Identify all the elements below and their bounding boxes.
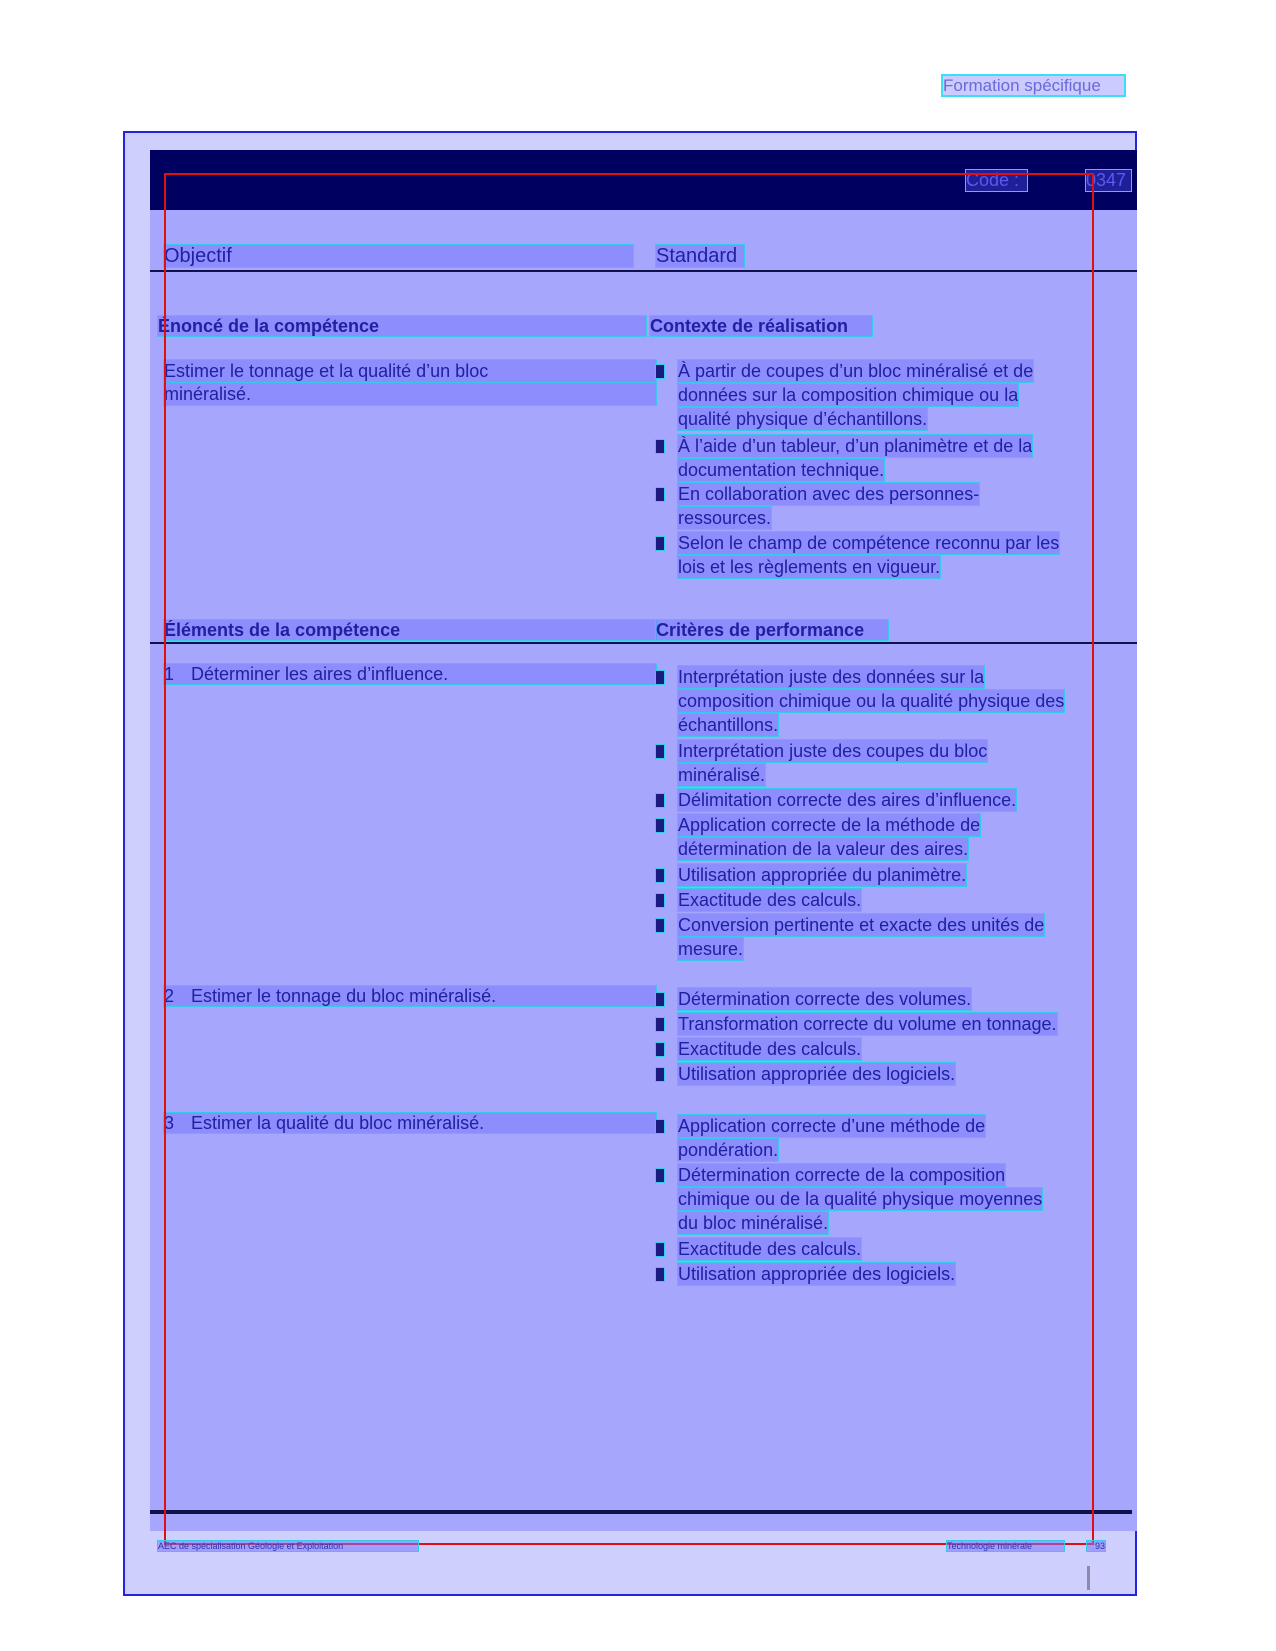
- bullet-icon: [656, 1243, 664, 1256]
- bullet-icon: [656, 894, 664, 907]
- performance-criterion: [656, 988, 1126, 1012]
- standard-heading: Standard: [656, 245, 744, 267]
- performance-criterion-line: Interprétation juste des données sur la: [678, 667, 985, 687]
- performance-criterion-line: minéralisé.: [678, 765, 766, 785]
- context-item: [656, 435, 1126, 483]
- context-label: Contexte de réalisation: [650, 316, 872, 336]
- bullet-icon: [656, 745, 664, 758]
- performance-criterion-line: Utilisation appropriée des logiciels.: [678, 1264, 956, 1284]
- footer-page-number: 93: [1087, 1541, 1105, 1551]
- performance-criterion: [656, 740, 1126, 788]
- bullet-icon: [656, 1068, 664, 1081]
- competence-element: [164, 664, 656, 684]
- performance-criterion: [656, 1238, 1126, 1262]
- performance-criterion: [656, 914, 1126, 962]
- competence-element: [164, 1113, 656, 1133]
- performance-criterion: [656, 814, 1126, 862]
- performance-criterion: [656, 1063, 1126, 1087]
- performance-criterion: [656, 1038, 1126, 1062]
- bullet-icon: [656, 1169, 664, 1182]
- performance-criterion-line: Exactitude des calculs.: [678, 1039, 862, 1059]
- performance-criterion-line: échantillons.: [678, 715, 779, 735]
- performance-criterion: [656, 1115, 1126, 1163]
- performance-criterion: [656, 864, 1126, 888]
- performance-criterion-line: chimique ou de la qualité physique moyennes: [678, 1189, 1043, 1209]
- performance-criterion-line: Utilisation appropriée des logiciels.: [678, 1064, 956, 1084]
- performance-criterion-line: Conversion pertinente et exacte des unités de: [678, 915, 1045, 935]
- performance-criterion-line: Détermination correcte de la composition: [678, 1165, 1006, 1185]
- objectif-heading: Objectif: [164, 245, 633, 267]
- code-label: Code :: [966, 170, 1027, 191]
- context-item: [656, 360, 1126, 432]
- performance-criterion: [656, 1263, 1126, 1287]
- bullet-icon: [656, 1043, 664, 1056]
- bullet-icon: [656, 1268, 664, 1281]
- performance-criterion-line: détermination de la valeur des aires.: [678, 839, 969, 859]
- context-item-line: Selon le champ de compétence reconnu par les: [678, 533, 1060, 553]
- element-number: 2: [164, 986, 175, 1006]
- context-item: [656, 532, 1126, 580]
- performance-criterion-line: Exactitude des calculs.: [678, 890, 862, 910]
- performance-criterion: [656, 1164, 1126, 1236]
- bullet-icon: [656, 1120, 664, 1133]
- context-item-line: En collaboration avec des personnes-: [678, 484, 980, 504]
- element-number: 3: [164, 1113, 175, 1133]
- competence-line-1: Estimer le tonnage et la qualité d’un bloc: [164, 360, 656, 382]
- bullet-icon: [656, 819, 664, 832]
- elements-rule: [150, 642, 1137, 644]
- performance-criterion: [656, 789, 1126, 813]
- bullet-icon: [656, 440, 664, 453]
- context-item-line: lois et les règlements en vigueur.: [678, 557, 941, 577]
- formation-label: Formation spécifique: [943, 76, 1124, 95]
- context-item-line: ressources.: [678, 508, 772, 528]
- context-item-line: À l’aide d’un tableur, d’un planimètre et de la: [678, 436, 1033, 456]
- bullet-icon: [656, 488, 664, 501]
- footer-mark: [1087, 1566, 1090, 1590]
- competence-line-2: minéralisé.: [164, 383, 656, 405]
- criteria-label: Critères de performance: [656, 620, 888, 640]
- bullet-icon: [656, 537, 664, 550]
- footer-left: AEC de spécialisation Géologie et Exploitation: [158, 1541, 418, 1551]
- competence-element: [164, 986, 656, 1006]
- bullet-icon: [656, 1018, 664, 1031]
- bullet-icon: [656, 794, 664, 807]
- context-item: [656, 483, 1126, 531]
- elements-label: Éléments de la compétence: [164, 620, 656, 640]
- performance-criterion-line: Exactitude des calculs.: [678, 1239, 862, 1259]
- performance-criterion-line: Utilisation appropriée du planimètre.: [678, 865, 967, 885]
- context-item-line: À partir de coupes d’un bloc minéralisé et de: [678, 361, 1034, 381]
- element-text: Estimer la qualité du bloc minéralisé.: [191, 1113, 485, 1133]
- performance-criterion: [656, 1013, 1126, 1037]
- performance-criterion: [656, 666, 1126, 738]
- performance-criterion-line: Transformation correcte du volume en tonnage.: [678, 1014, 1057, 1034]
- code-value: 0347: [1086, 170, 1131, 191]
- bullet-icon: [656, 365, 664, 378]
- heading-rule: [150, 270, 1137, 272]
- context-item-line: qualité physique d’échantillons.: [678, 409, 928, 429]
- element-text: Estimer le tonnage du bloc minéralisé.: [191, 986, 497, 1006]
- footer-rule: [150, 1510, 1132, 1514]
- element-number: 1: [164, 664, 175, 684]
- performance-criterion-line: composition chimique ou la qualité physique des: [678, 691, 1065, 711]
- context-item-line: documentation technique.: [678, 460, 885, 480]
- context-item-line: données sur la composition chimique ou la: [678, 385, 1019, 405]
- performance-criterion-line: Application correcte de la méthode de: [678, 815, 981, 835]
- performance-criterion-line: Détermination correcte des volumes.: [678, 989, 972, 1009]
- bullet-icon: [656, 993, 664, 1006]
- bullet-icon: [656, 919, 664, 932]
- bullet-icon: [656, 869, 664, 882]
- performance-criterion-line: pondération.: [678, 1140, 779, 1160]
- performance-criterion-line: Application correcte d’une méthode de: [678, 1116, 986, 1136]
- footer-right: Technologie minérale: [947, 1541, 1064, 1551]
- performance-criterion-line: mesure.: [678, 939, 744, 959]
- performance-criterion-line: Interprétation juste des coupes du bloc: [678, 741, 988, 761]
- performance-criterion-line: du bloc minéralisé.: [678, 1213, 829, 1233]
- bullet-icon: [656, 671, 664, 684]
- performance-criterion: [656, 889, 1126, 913]
- performance-criterion-line: Délimitation correcte des aires d’influence.: [678, 790, 1017, 810]
- element-text: Déterminer les aires d’influence.: [191, 664, 449, 684]
- competence-label: Énoncé de la compétence: [158, 316, 646, 336]
